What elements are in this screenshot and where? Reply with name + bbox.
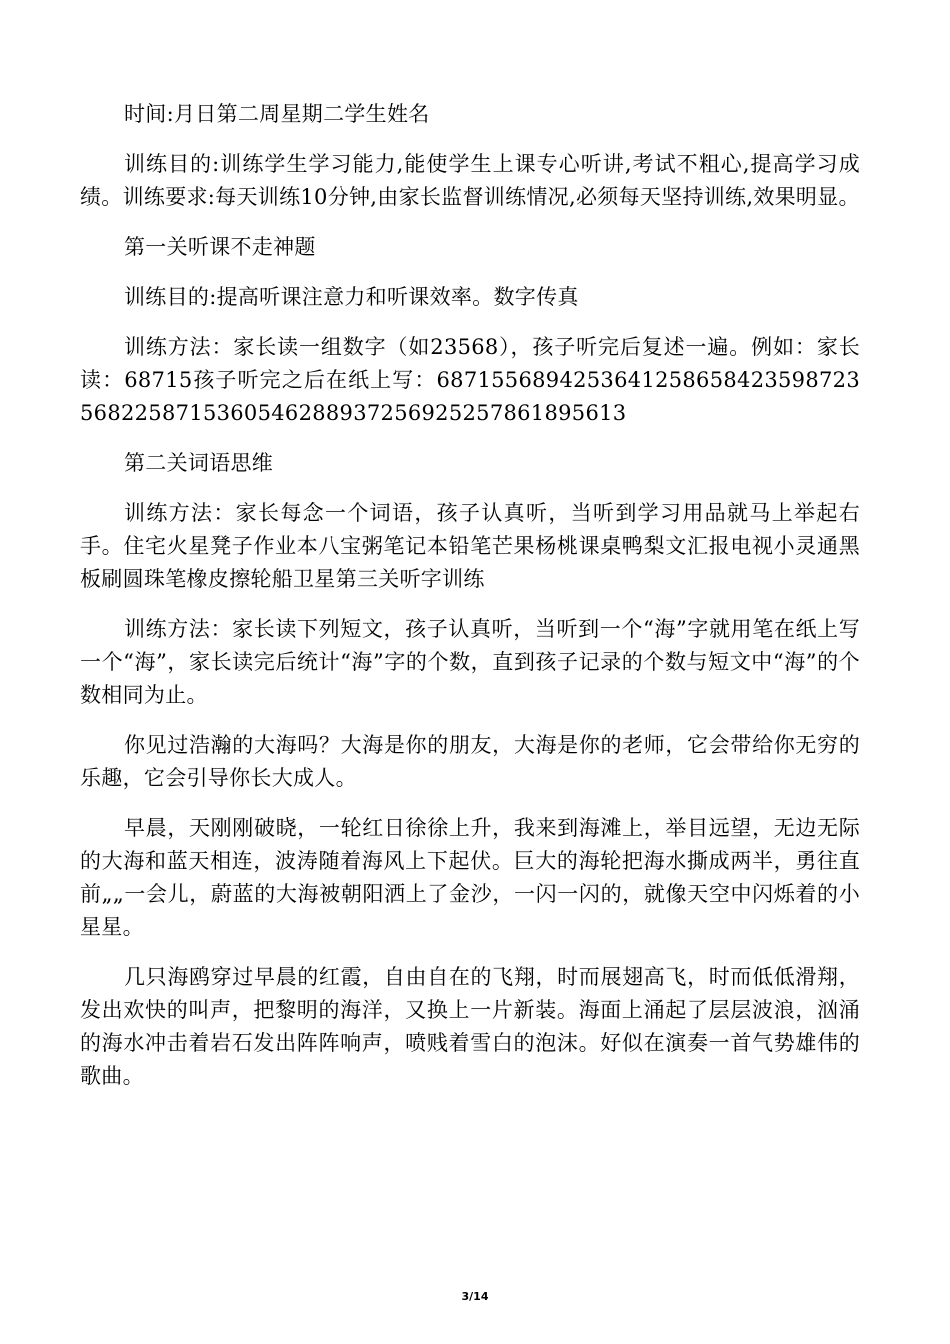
paragraph-story-1: 你见过浩瀚的大海吗？大海是你的朋友，大海是你的老师，它会带给你无穷的乐趣，它会引导你长大成人。 [80, 733, 860, 790]
paragraph-level-three-method: 训练方法：家长读下列短文，孩子认真听，当听到一个“海”字就用笔在纸上写一个“海”，家长读完后统计“海”字的个数，直到孩子记录的个数与短文中“海”的个数相同为止。 [80, 617, 860, 707]
paragraph-level-one-goal: 训练目的:提高听课注意力和听课效率。数字传真 [124, 285, 579, 309]
paragraph-story-2: 早晨，天刚刚破晓，一轮红日徐徐上升，我来到海滩上，举目远望，无边无际的大海和蓝天相连，波涛随着海风上下起伏。巨大的海轮把海水撕成两半，勇往直前„„一会儿，蔚蓝的大海被朝阳洒上了金沙，一闪一闪的，就像天空中闪烁着的小星星。 [80, 816, 860, 939]
paragraph-time: 时间:月日第二周星期二学生姓名 [124, 102, 430, 126]
document-body [80, 98, 860, 1110]
page-number: 3/14 [461, 1290, 489, 1303]
paragraph-story-3: 几只海鸥穿过早晨的红霞，自由自在的飞翔，时而展翅高飞，时而低低滑翔，发出欢快的叫声，把黎明的海洋，又换上一片新装。海面上涌起了层层波浪，汹涌的海水冲击着岩石发出阵阵响声，喷贱着雪白的泡沫。好似在演奏一首气势雄伟的歌曲。 [80, 965, 860, 1088]
paragraph-level-two-title: 第二关词语思维 [124, 451, 274, 475]
paragraph-level-one-method: 训练方法：家长读一组数字（如23568），孩子听完后复述一遍。例如：家长读：68715孩子听完之后在纸上写：687155689425364125865842359872356822587153605462889372569252578618956​13 [80, 335, 860, 425]
paragraph-training-goal: 训练目的:训练学生学习能力,能使学生上课专心听讲,考试不粗心,提高学习成绩。训练要求:每天训练10分钟,由家长监督训练情况,必须每天坚持训练,效果明显。 [80, 152, 860, 209]
paragraph-level-one-title: 第一关听课不走神题 [124, 235, 316, 259]
paragraph-level-two-method: 训练方法：家长每念一个词语，孩子认真听，当听到学习用品就马上举起右手。住宅火星凳子作业本八宝粥笔记本铅笔芒果杨桃课桌鸭梨文汇报电视小灵通黑板刷圆珠笔橡皮擦轮船卫星第三关听字训练 [80, 501, 860, 591]
